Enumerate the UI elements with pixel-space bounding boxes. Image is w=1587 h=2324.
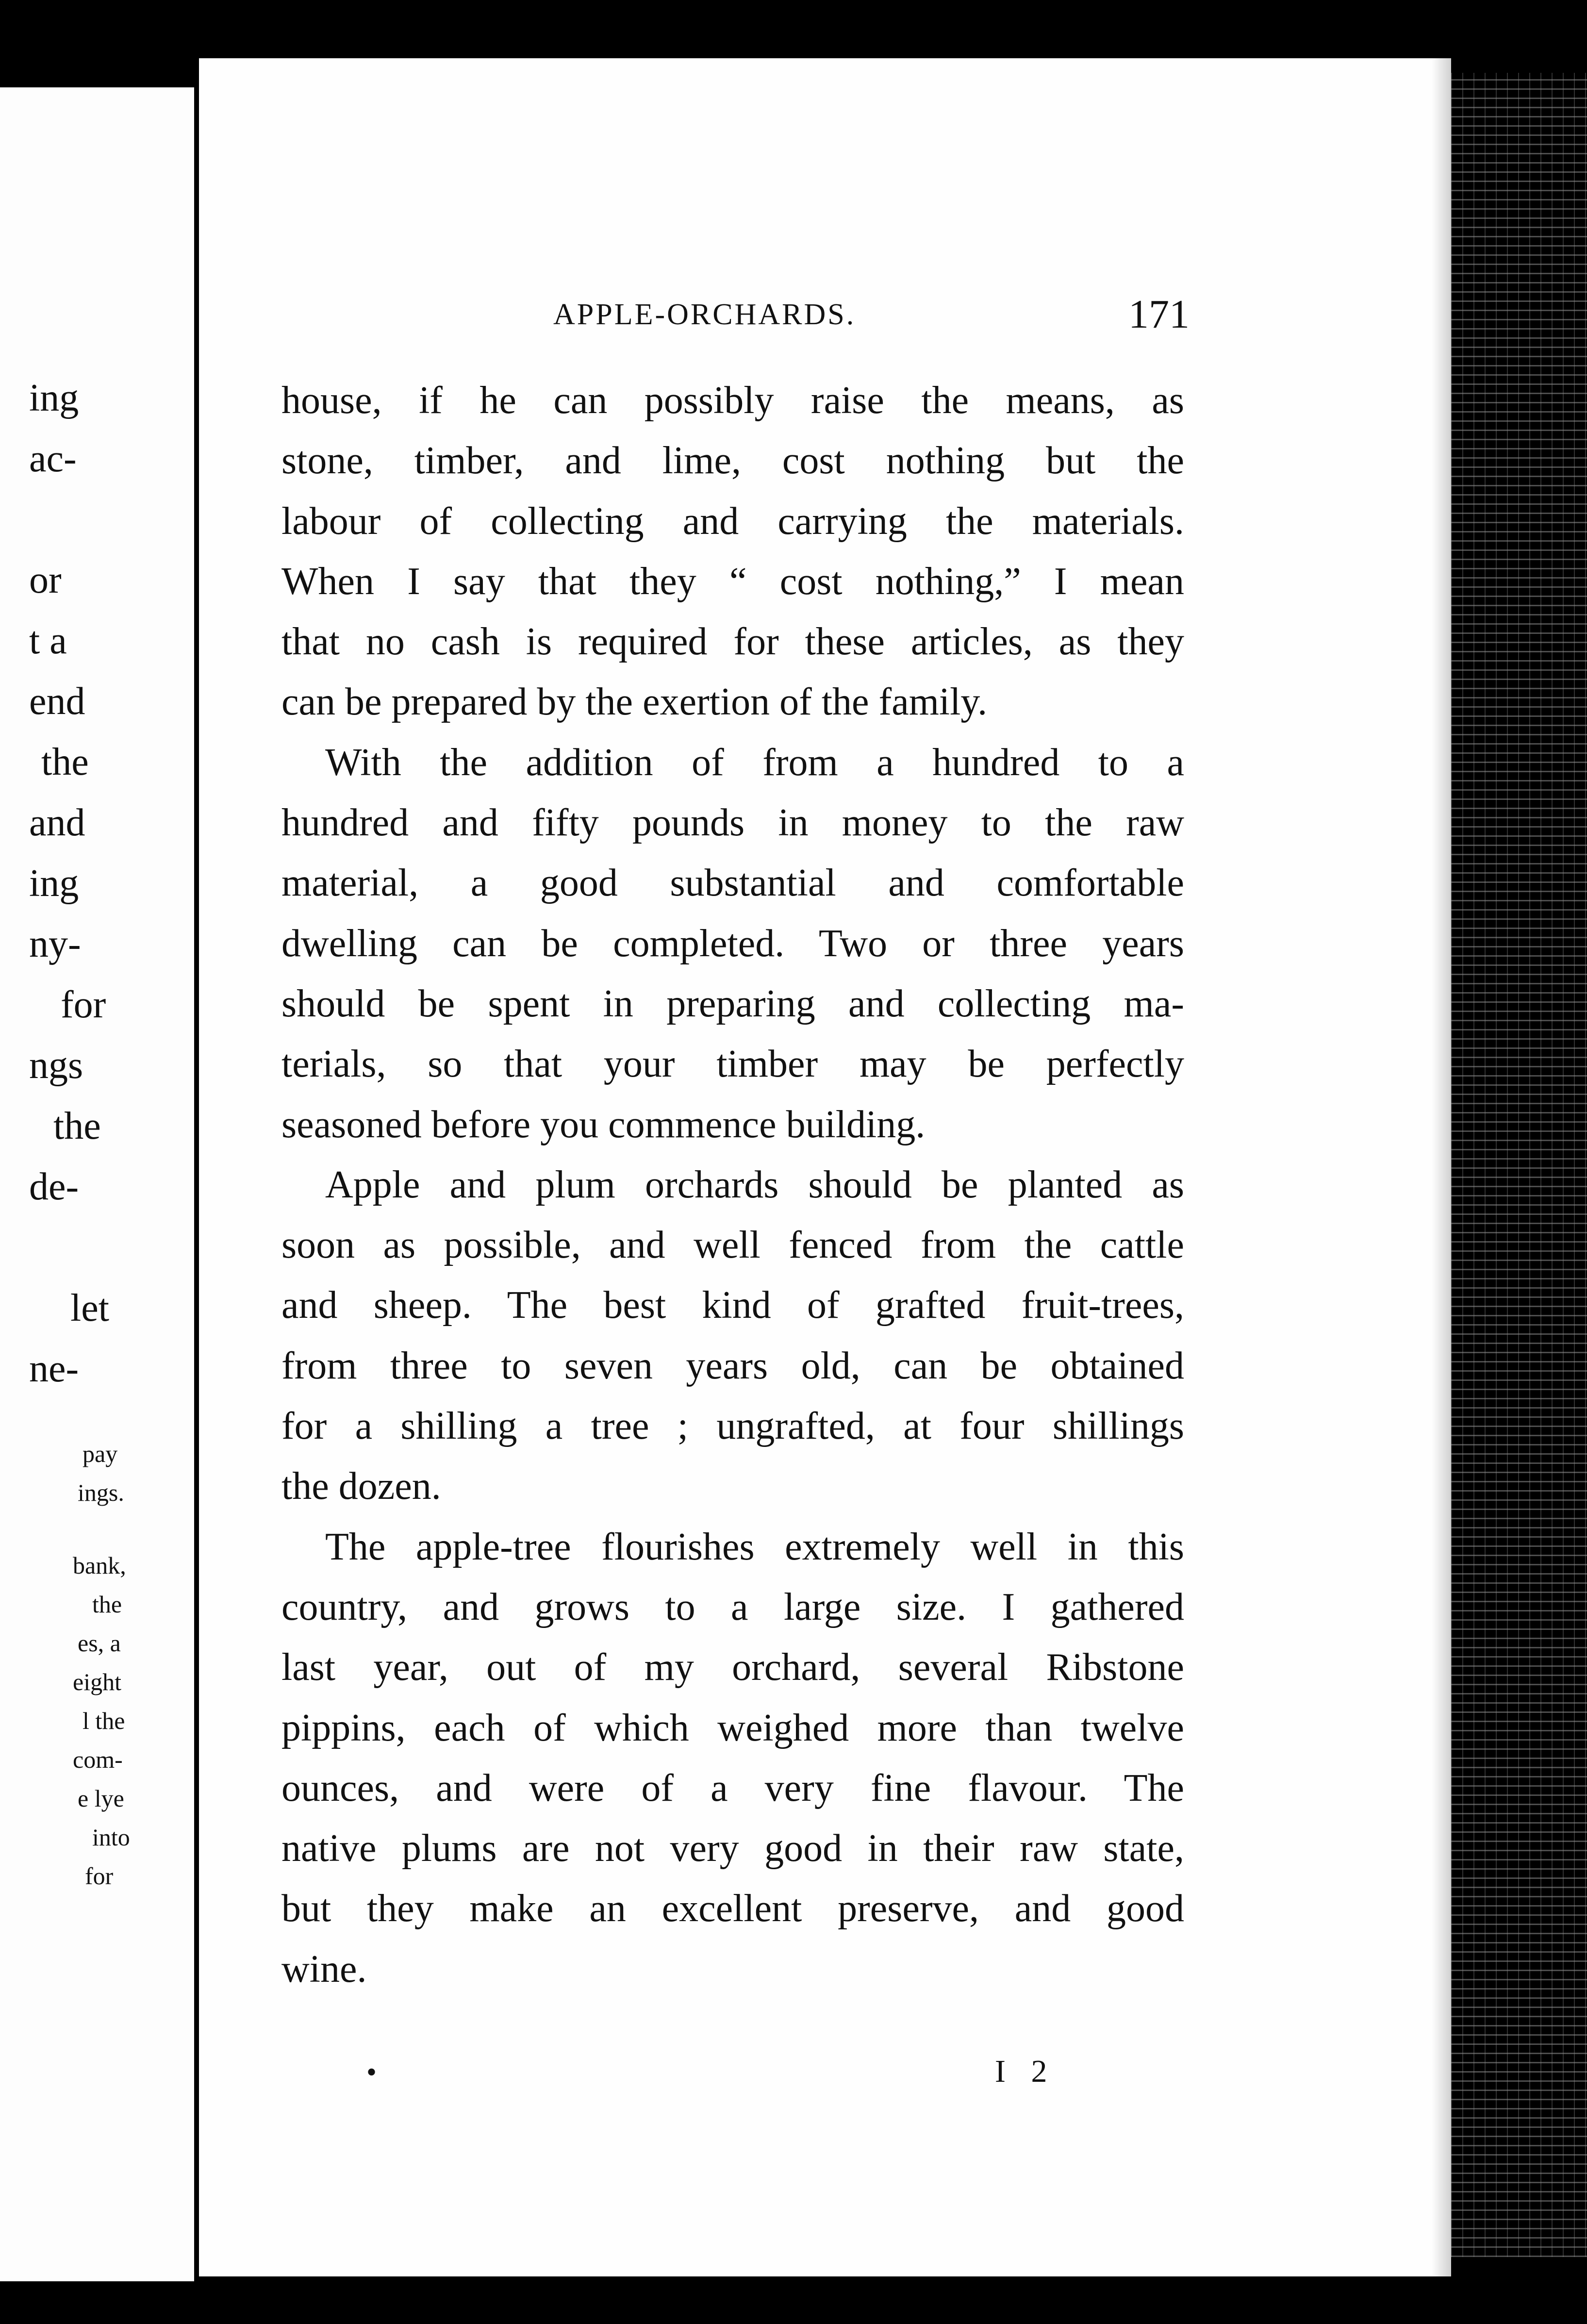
text-line: should be spent in preparing and collecting ma- xyxy=(281,982,1184,1025)
facing-page-fragment: pay xyxy=(83,1440,118,1467)
text-line: soon as possible, and well fenced from the cattle xyxy=(281,1224,1184,1267)
text-line: from three to seven years old, can be obtained xyxy=(281,1344,1184,1387)
text-line: seasoned before you commence building. xyxy=(281,1103,926,1146)
facing-page-fragment: ngs xyxy=(29,1044,83,1087)
text-line: house, if he can possibly raise the means, as xyxy=(281,379,1184,422)
scan-edge-noise xyxy=(1451,73,1587,2257)
text-line: ounces, and were of a very fine flavour. The xyxy=(281,1766,1184,1809)
facing-page-fragment: e lye xyxy=(78,1785,124,1812)
page-header xyxy=(199,293,1451,336)
paragraph xyxy=(281,732,1184,1155)
running-head: APPLE-ORCHARDS. xyxy=(553,298,856,331)
facing-page-fragment: the xyxy=(41,741,89,783)
facing-page-fragment: or xyxy=(29,559,62,601)
facing-page-fragment: eight xyxy=(73,1668,121,1695)
paragraph xyxy=(281,1155,1184,1517)
facing-page-strip xyxy=(0,87,194,2281)
text-line: With the addition of from a hundred to a xyxy=(325,741,1184,784)
text-line: native plums are not very good in their raw state, xyxy=(281,1827,1184,1870)
facing-page-fragment: ny- xyxy=(29,923,81,965)
facing-page-fragment: ac- xyxy=(29,437,77,480)
facing-page-fragment: bank, xyxy=(73,1552,126,1579)
facing-page-fragment: end xyxy=(29,680,85,723)
facing-page-fragment: into xyxy=(92,1824,130,1851)
print-blemish: • xyxy=(366,2056,377,2088)
book-page xyxy=(199,58,1451,2276)
text-line: can be prepared by the exertion of the family. xyxy=(281,681,988,724)
page-number: 171 xyxy=(1128,292,1190,337)
text-line: pippins, each of which weighed more than twelve xyxy=(281,1706,1184,1749)
paragraph xyxy=(281,370,1184,732)
text-line: The apple-tree flourishes extremely well in this xyxy=(325,1525,1184,1568)
text-line: last year, out of my orchard, several Ribstone xyxy=(281,1646,1184,1689)
text-line: that no cash is required for these articles, as they xyxy=(281,620,1184,664)
text-line: Apple and plum orchards should be planted as xyxy=(325,1163,1184,1206)
facing-page-fragment: ing xyxy=(29,377,79,419)
facing-page-fragment: for xyxy=(61,983,106,1026)
text-line: material, a good substantial and comfortable xyxy=(281,862,1184,905)
facing-page-fragment: and xyxy=(29,801,85,844)
text-line: labour of collecting and carrying the materials. xyxy=(281,499,1184,543)
facing-page-fragment: ne- xyxy=(29,1347,79,1390)
text-line: country, and grows to a large size. I gathered xyxy=(281,1585,1184,1628)
facing-page-fragment: ing xyxy=(29,862,79,905)
text-line: stone, timber, and lime, cost nothing but the xyxy=(281,439,1184,482)
facing-page-fragment: let xyxy=(70,1287,109,1329)
text-line: but they make an excellent preserve, and good xyxy=(281,1887,1184,1930)
text-line: for a shilling a tree ; ungrafted, at four shillings xyxy=(281,1405,1184,1448)
text-line: When I say that they “ cost nothing,” I mean xyxy=(281,560,1184,603)
text-line: hundred and fifty pounds in money to the raw xyxy=(281,801,1184,845)
text-line: the dozen. xyxy=(281,1465,441,1508)
text-line: dwelling can be completed. Two or three years xyxy=(281,922,1184,965)
facing-page-fragment: ings. xyxy=(78,1479,124,1506)
facing-page-fragment: the xyxy=(53,1105,101,1147)
facing-page-fragment: es, a xyxy=(78,1629,121,1657)
facing-page-fragment: de- xyxy=(29,1165,79,1208)
text-line: wine. xyxy=(281,1947,367,1991)
paragraph xyxy=(281,1517,1184,1999)
signature-mark: I 2 xyxy=(995,2054,1056,2089)
text-line: and sheep. The best kind of grafted fruit-trees, xyxy=(281,1284,1184,1327)
facing-page-fragment: t a xyxy=(29,619,67,662)
facing-page-fragment: l the xyxy=(83,1707,125,1734)
facing-page-fragment: the xyxy=(92,1591,122,1618)
facing-page-fragment: com- xyxy=(73,1746,123,1773)
body-text xyxy=(281,370,1184,1999)
text-line: terials, so that your timber may be perfectly xyxy=(281,1043,1184,1086)
facing-page-fragment: for xyxy=(85,1862,114,1890)
